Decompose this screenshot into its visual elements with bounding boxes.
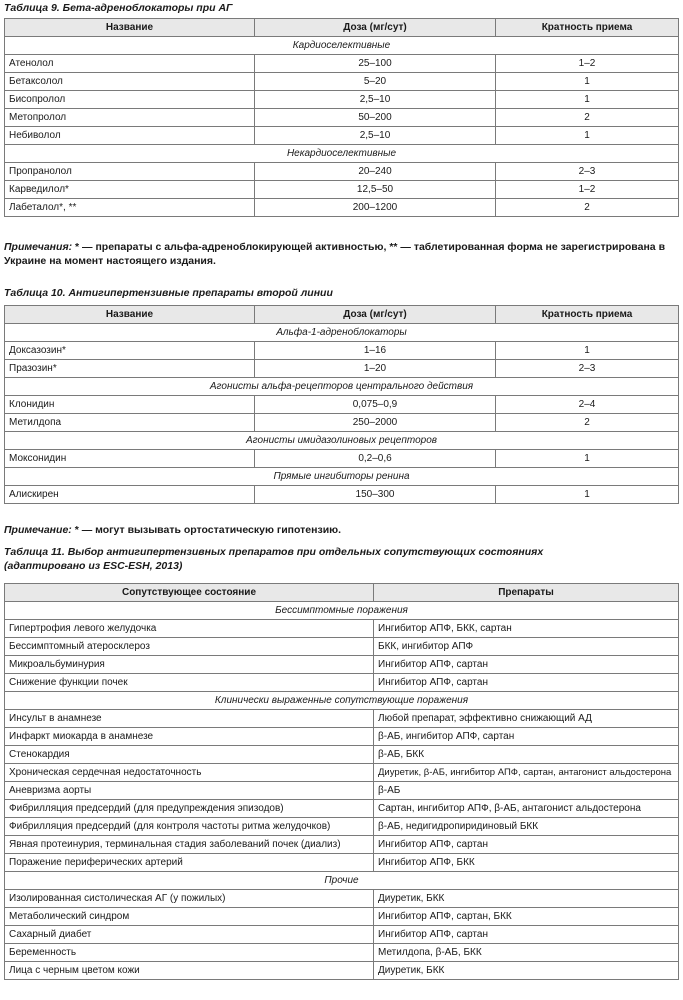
- table9-caption: Таблица 9. Бета-адреноблокаторы при АГ: [4, 2, 233, 14]
- table10-note: [4, 524, 680, 538]
- note-text: * — могут вызывать ортостатическую гипотензию.: [71, 524, 342, 536]
- drugs-cell: Диуретик, БКК: [374, 890, 679, 908]
- condition-cell: Микроальбуминурия: [5, 656, 374, 674]
- dose-cell: 0,2–0,6: [255, 450, 496, 468]
- table-row: [5, 181, 679, 199]
- group-row: [5, 324, 679, 342]
- drugs-cell: Сартан, ингибитор АПФ, β-АБ, антагонист альдостерона: [374, 800, 679, 818]
- dose-cell: 20–240: [255, 163, 496, 181]
- condition-cell: Гипертрофия левого желудочка: [5, 620, 374, 638]
- frequency-cell: 2: [496, 414, 679, 432]
- condition-cell: Метаболический синдром: [5, 908, 374, 926]
- drug-name-cell: Метопролол: [5, 109, 255, 127]
- table-row: [5, 396, 679, 414]
- drug-name-cell: Бетаксолол: [5, 73, 255, 91]
- table-row: [5, 342, 679, 360]
- dose-cell: 25–100: [255, 55, 496, 73]
- table-row: [5, 908, 679, 926]
- table11-caption-line1: Таблица 11. Выбор антигипертензивных препаратов при отдельных сопутствующих состояниях: [4, 546, 544, 558]
- group-title: Агонисты альфа-рецепторов центрального действия: [5, 378, 679, 396]
- condition-cell: Изолированная систолическая АГ (у пожилых): [5, 890, 374, 908]
- drug-name-cell: Небиволол: [5, 127, 255, 145]
- group-title: Агонисты имидазолиновых рецепторов: [5, 432, 679, 450]
- table-row: [5, 962, 679, 980]
- note-text: * — препараты с альфа-адреноблокирующей активностью, ** — таблетированная форма не зарегистрирована в Украине на момент настоящего издания.: [4, 241, 666, 267]
- frequency-cell: 2–3: [496, 163, 679, 181]
- group-row: [5, 432, 679, 450]
- drugs-cell: Ингибитор АПФ, БКК, сартан: [374, 620, 679, 638]
- condition-cell: Снижение функции почек: [5, 674, 374, 692]
- table-row: [5, 127, 679, 145]
- drug-name-cell: Пропранолол: [5, 163, 255, 181]
- group-title: Клинически выраженные сопутствующие поражения: [5, 692, 679, 710]
- table10-caption: Таблица 10. Антигипертензивные препараты второй линии: [4, 287, 333, 299]
- drug-name-cell: Бисопролол: [5, 91, 255, 109]
- second-line-drugs-table: [4, 305, 679, 504]
- table-row: [5, 360, 679, 378]
- header-frequency: Кратность приема: [496, 19, 679, 37]
- table-row: [5, 746, 679, 764]
- condition-cell: Явная протеинурия, терминальная стадия заболеваний почек (диализ): [5, 836, 374, 854]
- frequency-cell: 2–3: [496, 360, 679, 378]
- header-dose: Доза (мг/сут): [255, 306, 496, 324]
- condition-cell: Фибрилляция предсердий (для предупреждения эпизодов): [5, 800, 374, 818]
- table-row: [5, 91, 679, 109]
- condition-cell: Поражение периферических артерий: [5, 854, 374, 872]
- dose-cell: 0,075–0,9: [255, 396, 496, 414]
- table-row: [5, 486, 679, 504]
- condition-cell: Инсульт в анамнезе: [5, 710, 374, 728]
- drug-name-cell: Моксонидин: [5, 450, 255, 468]
- group-row: [5, 468, 679, 486]
- group-title: Прямые ингибиторы ренина: [5, 468, 679, 486]
- dose-cell: 150–300: [255, 486, 496, 504]
- table-row: [5, 728, 679, 746]
- group-row: [5, 378, 679, 396]
- group-row: [5, 37, 679, 55]
- table-row: [5, 674, 679, 692]
- dose-cell: 200–1200: [255, 199, 496, 217]
- condition-cell: Инфаркт миокарда в анамнезе: [5, 728, 374, 746]
- dose-cell: 5–20: [255, 73, 496, 91]
- condition-cell: Хроническая сердечная недостаточность: [5, 764, 374, 782]
- condition-cell: Беременность: [5, 944, 374, 962]
- header-name: Название: [5, 19, 255, 37]
- dose-cell: 50–200: [255, 109, 496, 127]
- header-frequency: Кратность приема: [496, 306, 679, 324]
- condition-cell: Стенокардия: [5, 746, 374, 764]
- group-row: [5, 602, 679, 620]
- table-row: [5, 836, 679, 854]
- drugs-cell: β-АБ, недигидропиридиновый БКК: [374, 818, 679, 836]
- drug-name-cell: Празозин*: [5, 360, 255, 378]
- drugs-cell: Любой препарат, эффективно снижающий АД: [374, 710, 679, 728]
- table-row: [5, 109, 679, 127]
- drugs-cell: Ингибитор АПФ, БКК: [374, 854, 679, 872]
- drugs-cell: Диуретик, β-АБ, ингибитор АПФ, сартан, антагонист альдостерона: [374, 764, 679, 782]
- table-row: [5, 73, 679, 91]
- group-title: Прочие: [5, 872, 679, 890]
- frequency-cell: 1–2: [496, 181, 679, 199]
- table-row: [5, 764, 679, 782]
- table-row: [5, 55, 679, 73]
- drug-name-cell: Карведилол*: [5, 181, 255, 199]
- frequency-cell: 2: [496, 199, 679, 217]
- group-title: Бессимптомные поражения: [5, 602, 679, 620]
- drugs-cell: β-АБ, БКК: [374, 746, 679, 764]
- dose-cell: 2,5–10: [255, 91, 496, 109]
- header-name: Название: [5, 306, 255, 324]
- drugs-cell: β-АБ, ингибитор АПФ, сартан: [374, 728, 679, 746]
- comorbidity-drugs-table: [4, 583, 679, 980]
- dose-cell: 1–20: [255, 360, 496, 378]
- frequency-cell: 1–2: [496, 55, 679, 73]
- header-condition: Сопутствующее состояние: [5, 584, 374, 602]
- note-label: Примечания:: [4, 241, 73, 253]
- table-row: [5, 800, 679, 818]
- table-row: [5, 450, 679, 468]
- beta-blockers-table: [4, 18, 679, 217]
- table-row: [5, 926, 679, 944]
- frequency-cell: 1: [496, 486, 679, 504]
- table-row: [5, 854, 679, 872]
- table-row: [5, 710, 679, 728]
- condition-cell: Сахарный диабет: [5, 926, 374, 944]
- frequency-cell: 1: [496, 91, 679, 109]
- table-row: [5, 199, 679, 217]
- frequency-cell: 2–4: [496, 396, 679, 414]
- group-title: Некардиоселективные: [5, 145, 679, 163]
- drug-name-cell: Алискирен: [5, 486, 255, 504]
- frequency-cell: 1: [496, 342, 679, 360]
- table-row: [5, 638, 679, 656]
- drugs-cell: Ингибитор АПФ, сартан: [374, 674, 679, 692]
- group-title: Альфа-1-адреноблокаторы: [5, 324, 679, 342]
- note-label: Примечание:: [4, 524, 72, 536]
- drug-name-cell: Лабеталол*, **: [5, 199, 255, 217]
- drugs-cell: Метилдопа, β-АБ, БКК: [374, 944, 679, 962]
- drug-name-cell: Доксазозин*: [5, 342, 255, 360]
- condition-cell: Фибрилляция предсердий (для контроля частоты ритма желудочков): [5, 818, 374, 836]
- header-dose: Доза (мг/сут): [255, 19, 496, 37]
- group-row: [5, 872, 679, 890]
- table11-caption-line2: (адаптировано из ESC-ESH, 2013): [4, 560, 183, 572]
- drug-name-cell: Атенолол: [5, 55, 255, 73]
- group-row: [5, 692, 679, 710]
- group-title: Кардиоселективные: [5, 37, 679, 55]
- drugs-cell: Ингибитор АПФ, сартан, БКК: [374, 908, 679, 926]
- table-row: [5, 620, 679, 638]
- frequency-cell: 1: [496, 73, 679, 91]
- condition-cell: Лица с черным цветом кожи: [5, 962, 374, 980]
- table-row: [5, 163, 679, 181]
- table-row: [5, 890, 679, 908]
- drug-name-cell: Метилдопа: [5, 414, 255, 432]
- group-row: [5, 145, 679, 163]
- dose-cell: 1–16: [255, 342, 496, 360]
- drugs-cell: Ингибитор АПФ, сартан: [374, 656, 679, 674]
- table-row: [5, 782, 679, 800]
- frequency-cell: 1: [496, 127, 679, 145]
- dose-cell: 12,5–50: [255, 181, 496, 199]
- table-row: [5, 656, 679, 674]
- frequency-cell: 2: [496, 109, 679, 127]
- drugs-cell: Ингибитор АПФ, сартан: [374, 926, 679, 944]
- table-row: [5, 414, 679, 432]
- condition-cell: Бессимптомный атеросклероз: [5, 638, 374, 656]
- dose-cell: 250–2000: [255, 414, 496, 432]
- table9-note: [4, 241, 680, 268]
- drug-name-cell: Клонидин: [5, 396, 255, 414]
- dose-cell: 2,5–10: [255, 127, 496, 145]
- frequency-cell: 1: [496, 450, 679, 468]
- condition-cell: Аневризма аорты: [5, 782, 374, 800]
- table-row: [5, 944, 679, 962]
- table-row: [5, 818, 679, 836]
- header-drugs: Препараты: [374, 584, 679, 602]
- drugs-cell: Диуретик, БКК: [374, 962, 679, 980]
- drugs-cell: Ингибитор АПФ, сартан: [374, 836, 679, 854]
- drugs-cell: β-АБ: [374, 782, 679, 800]
- drugs-cell: БКК, ингибитор АПФ: [374, 638, 679, 656]
